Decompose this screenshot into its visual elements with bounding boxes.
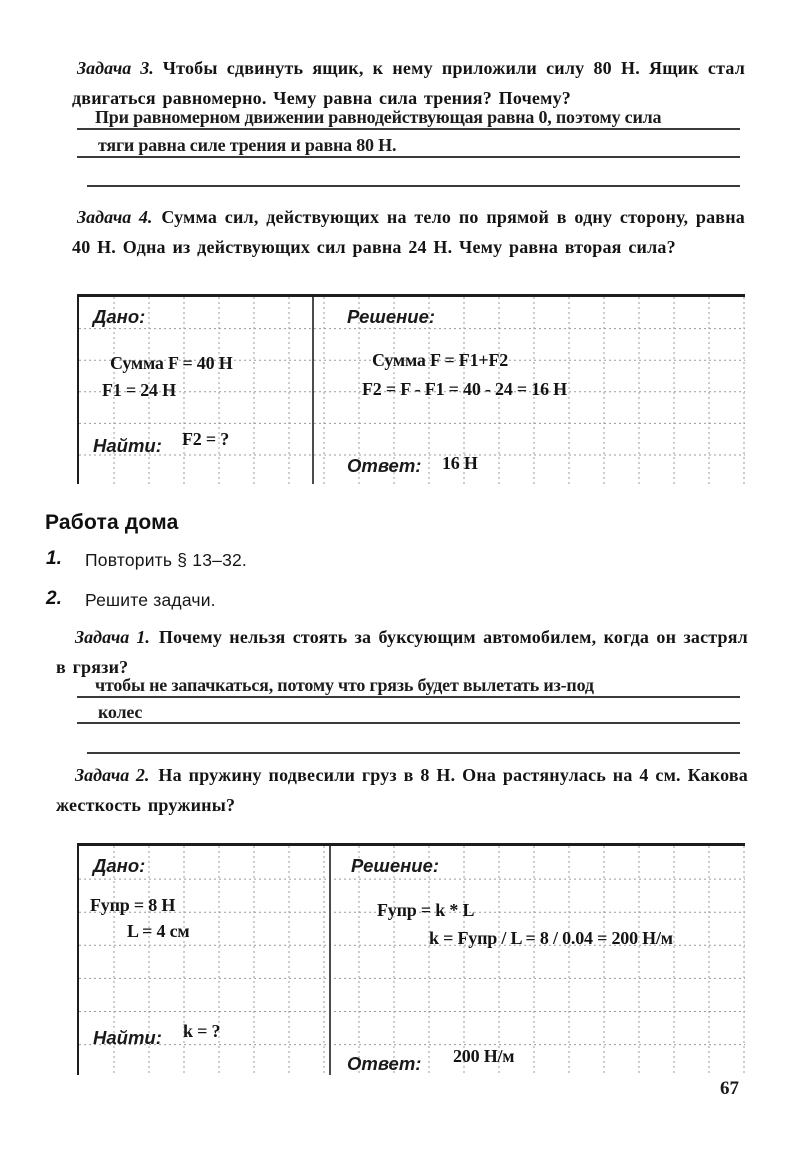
task4-label: Задача 4. bbox=[77, 207, 153, 227]
find-value: k = ? bbox=[183, 1021, 221, 1041]
solution-line: k = Fупр / L = 8 / 0.04 = 200 Н/м bbox=[429, 928, 673, 948]
solution-line: Сумма F = F1+F2 bbox=[372, 350, 509, 370]
given-value: Fупр = 8 Н bbox=[90, 895, 176, 915]
task4-paragraph bbox=[72, 202, 745, 262]
reshenie-label: Решение: bbox=[351, 855, 440, 876]
hw-task1-answer-line: чтобы не запачкаться, потому что грязь будет вылетать из-под bbox=[77, 672, 740, 698]
hw-task2-text: На пружину подвесили груз в 8 Н. Она растянулась на 4 см. Какова жесткость пружины? bbox=[56, 765, 748, 815]
dano-label: Дано: bbox=[93, 306, 146, 327]
homework-heading: Работа дома bbox=[45, 511, 179, 534]
task3-text: Чтобы сдвинуть ящик, к нему приложили силу 80 Н. Ящик стал двигаться равномерно. Чему равна сила трения? Почему? bbox=[72, 58, 745, 108]
nayti-label: Найти: bbox=[93, 1027, 162, 1048]
dano-label: Дано: bbox=[93, 855, 146, 876]
homework-item-text: Повторить § 13–32. bbox=[85, 550, 247, 570]
reshenie-label: Решение: bbox=[347, 306, 436, 327]
answer-value: 200 Н/м bbox=[453, 1046, 515, 1066]
page-number: 67 bbox=[720, 1078, 739, 1099]
hw-task1-text: Почему нельзя стоять за буксующим автомобилем, когда он застрял в грязи? bbox=[56, 627, 748, 677]
given-value: Сумма F = 40 Н bbox=[110, 353, 233, 373]
task4-text: Сумма сил, действующих на тело по прямой в одну сторону, равна 40 Н. Одна из действующих сил равна 24 Н. Чему равна вторая сила? bbox=[72, 207, 745, 257]
homework-item-text: Решите задачи. bbox=[85, 590, 216, 610]
blank-answer-line bbox=[87, 729, 740, 754]
otvet-label: Ответ: bbox=[347, 455, 422, 476]
grid-paper bbox=[79, 846, 745, 1075]
find-value: F2 = ? bbox=[182, 429, 230, 449]
otvet-label: Ответ: bbox=[347, 1053, 422, 1074]
given-value: L = 4 см bbox=[127, 921, 190, 941]
dano-reshenie-table-task4 bbox=[77, 294, 745, 484]
homework-item-number: 2. bbox=[46, 588, 62, 609]
solution-line: F2 = F - F1 = 40 - 24 = 16 Н bbox=[362, 379, 567, 399]
task3-answer-line: При равномерном движении равнодействующая равна 0, поэтому сила bbox=[77, 104, 740, 130]
hw-task1-label: Задача 1. bbox=[75, 627, 150, 647]
task3-label: Задача 3. bbox=[77, 58, 154, 78]
table-column-divider bbox=[312, 297, 314, 484]
solution-line: Fупр = k * L bbox=[377, 900, 475, 920]
blank-answer-line bbox=[87, 161, 740, 187]
answer-value: 16 Н bbox=[442, 453, 478, 473]
task3-answer-line: тяги равна силе трения и равна 80 Н. bbox=[77, 132, 740, 158]
table-column-divider bbox=[329, 846, 331, 1075]
given-value: F1 = 24 Н bbox=[102, 380, 176, 400]
nayti-label: Найти: bbox=[93, 435, 162, 456]
hw-task2-label: Задача 2. bbox=[75, 765, 150, 785]
hw-task2-paragraph bbox=[56, 760, 748, 820]
homework-item-number: 1. bbox=[46, 548, 62, 569]
dano-reshenie-table-hw-task2 bbox=[77, 843, 745, 1075]
hw-task1-answer-line: колес bbox=[77, 699, 740, 724]
